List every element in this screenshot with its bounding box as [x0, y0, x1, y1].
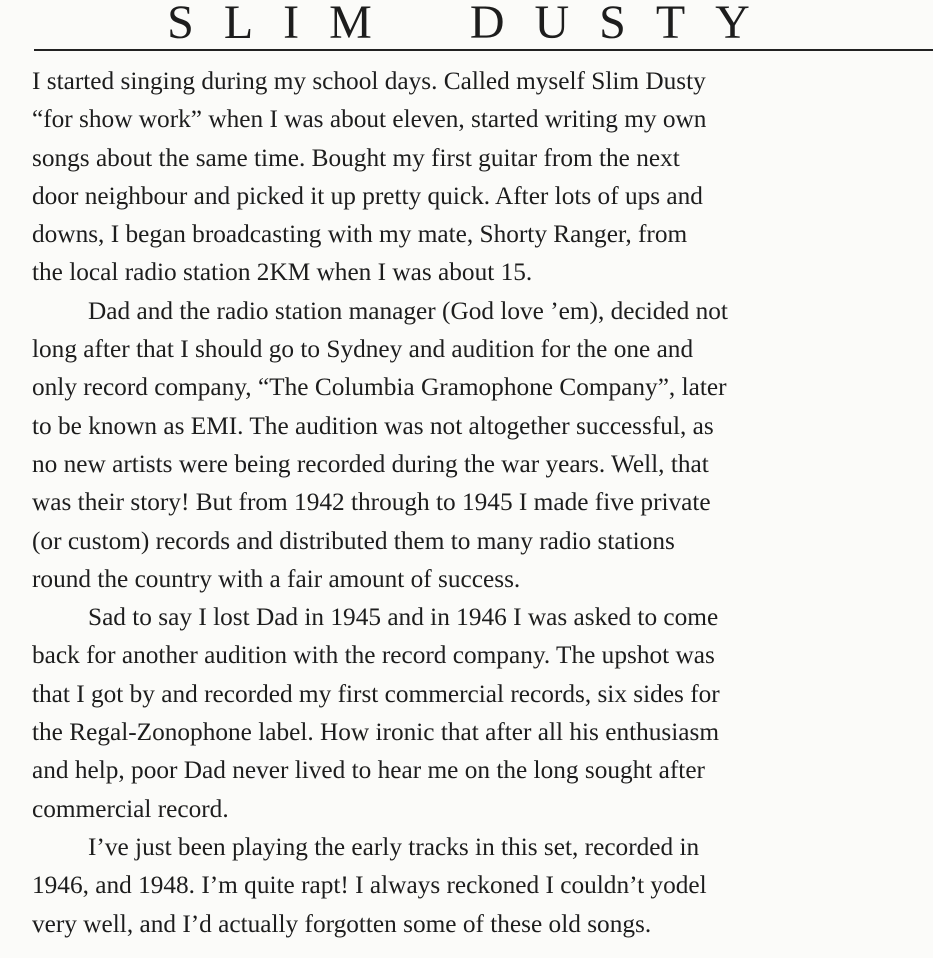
page-title: SLIM DUSTY — [167, 0, 780, 49]
text-line: commercial record. — [32, 794, 229, 823]
text-line: (or custom) records and distributed them to many radio stations — [32, 526, 675, 555]
text-line: round the country with a fair amount of success. — [32, 564, 521, 593]
text-line: long after that I should go to Sydney and audition for the one and — [32, 335, 694, 364]
text-line: Dad and the radio station manager (God love ’em), decided not — [88, 296, 728, 325]
text-line: no new artists were being recorded during the war years. Well, that — [32, 449, 709, 478]
text-line: to be known as EMI. The audition was not altogether successful, as — [32, 411, 714, 440]
text-line: Sad to say I lost Dad in 1945 and in 1946 I was asked to come — [88, 603, 719, 632]
text-line: 1946, and 1948. I’m quite rapt! I always reckoned I couldn’t yodel — [32, 871, 707, 900]
text-line: the Regal-Zonophone label. How ironic that after all his enthusiasm — [32, 718, 720, 747]
title-underline — [34, 49, 933, 51]
text-line: back for another audition with the record company. The upshot was — [32, 641, 715, 670]
text-line: songs about the same time. Bought my first guitar from the next — [32, 143, 680, 172]
body-text — [32, 62, 927, 943]
paragraph-4 — [32, 828, 927, 943]
text-line: only record company, “The Columbia Gramophone Company”, later — [32, 373, 727, 402]
text-line: very well, and I’d actually forgotten some of these old songs. — [32, 909, 652, 938]
text-line: I started singing during my school days. Called myself Slim Dusty — [32, 67, 706, 95]
text-line: “for show work” when I was about eleven, started writing my own — [32, 105, 707, 134]
text-line: I’ve just been playing the early tracks in this set, recorded in — [88, 832, 700, 861]
paragraph-2 — [32, 292, 927, 598]
paragraph-3 — [32, 598, 927, 828]
text-line: that I got by and recorded my first commercial records, six sides for — [32, 679, 720, 708]
text-line: downs, I began broadcasting with my mate, Shorty Ranger, from — [32, 220, 688, 249]
text-line: door neighbour and picked it up pretty quick. After lots of ups and — [32, 181, 703, 210]
text-line: was their story! But from 1942 through to 1945 I made five private — [32, 488, 711, 517]
text-line: the local radio station 2KM when I was about 15. — [32, 258, 533, 287]
text-line: and help, poor Dad never lived to hear me on the long sought after — [32, 756, 705, 785]
paragraph-1 — [32, 62, 927, 292]
